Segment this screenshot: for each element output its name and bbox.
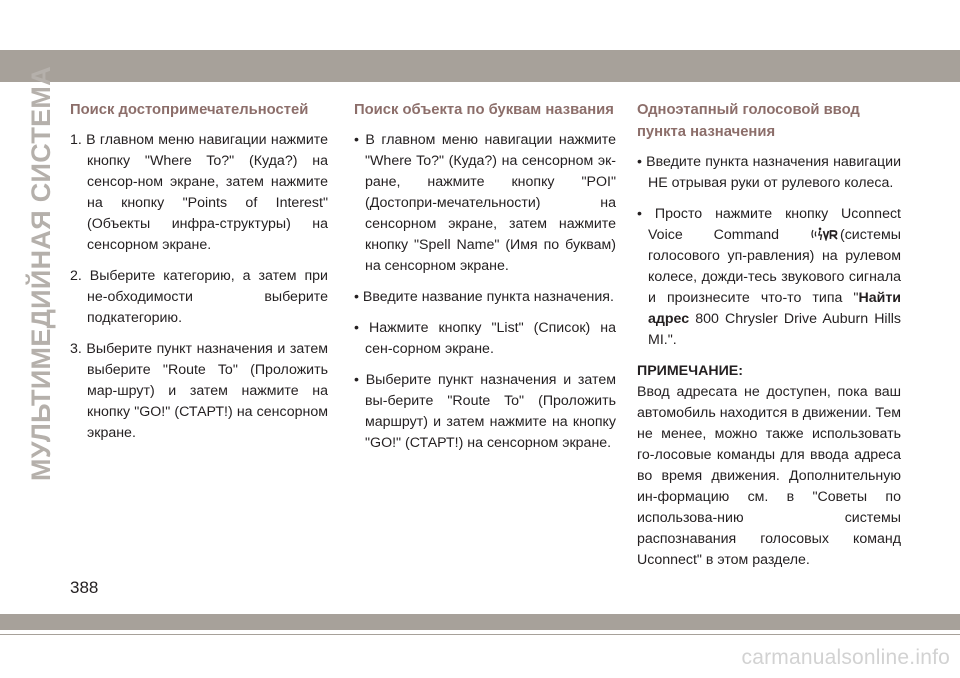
step-3: 3. Выберите пункт назначения и затем выберите "Route To" (Проложить мар-шрут) и затем нажмите на кнопку "GO!" (СТАРТ!) на сенсорном экране.	[70, 341, 328, 441]
note-text: Ввод адресата не доступен, пока ваш автомобиль находится в движении. Тем не менее, можно также использовать го-лосовые команды для ввода адреса во время движения. Дополнительную ин-формацию см. в "Советы по использова-нию системы распознавания голосовых команд Uconnect" в этом разделе.	[637, 384, 901, 568]
column-poi-search	[70, 99, 328, 454]
top-band	[0, 50, 960, 82]
bullet-enter-destination: • Введите пункта назначения навигации НЕ отрывая руки от рулевого колеса.	[637, 154, 901, 191]
bullet-2: • Введите название пункта назначения.	[354, 289, 614, 305]
bullet-4: • Выберите пункт назначения и затем вы-берите "Route To" (Проложить маршрут) и затем нажмите на кнопку "GO!" (СТАРТ!) на сенсорном экране.	[354, 372, 616, 451]
bullet-voice-command	[637, 204, 901, 351]
column-one-shot-destination	[637, 99, 901, 571]
step-1: 1. В главном меню навигации нажмите кнопку "Where To?" (Куда?) на сенсор-ном экране, затем нажмите на кнопку "Points of Interest" (Объекты инфра-структуры) на сенсорном экране.	[70, 132, 328, 253]
voice-command-text-a: • Просто нажмите кнопку Uconnect Voice Command	[637, 206, 901, 243]
page-number: 388	[70, 578, 99, 597]
bullet-3: • Нажмите кнопку "List" (Список) на сен-сорном экране.	[354, 320, 616, 357]
heading-one-shot-destination: Одноэтапный голосовой ввод пункта назначения	[637, 102, 860, 140]
voice-command-text-b: (системы голосового уп-равления) на рулевом колесе, дожди-тесь звукового сигнала и произнесите что-то типа "	[648, 227, 901, 306]
voice-command-text-c: 800 Chrysler Drive Auburn Hills MI.".	[648, 311, 901, 348]
heading-poi-search: Поиск достопримечательностей	[70, 102, 309, 118]
bottom-thin-line	[0, 634, 960, 635]
heading-spell-name-search: Поиск объекта по буквам названия	[354, 102, 614, 118]
bottom-band	[0, 614, 960, 630]
bullet-1: • В главном меню навигации нажмите "Where To?" (Куда?) на сенсорном эк-ране, нажмите кнопку "POI" (Достопри-мечательности) на сенсорном экране, затем нажмите кнопку "Spell Name" (Имя по буквам) на сенсорном экране.	[354, 132, 616, 274]
side-title-text: МУЛЬТИМЕДИЙНАЯ СИСТЕМА	[26, 65, 57, 481]
step-2: 2. Выберите категорию, а затем при не-обходимости выберите подкатегорию.	[70, 268, 328, 326]
voice-command-example-bold: Найти адрес	[648, 290, 901, 327]
voice-command-vr-icon	[811, 227, 839, 241]
side-section-title	[24, 65, 60, 481]
watermark: carmanualsonline.info	[741, 646, 950, 669]
column-spell-name-search	[354, 99, 616, 464]
note-heading: ПРИМЕЧАНИЕ:	[637, 363, 743, 379]
